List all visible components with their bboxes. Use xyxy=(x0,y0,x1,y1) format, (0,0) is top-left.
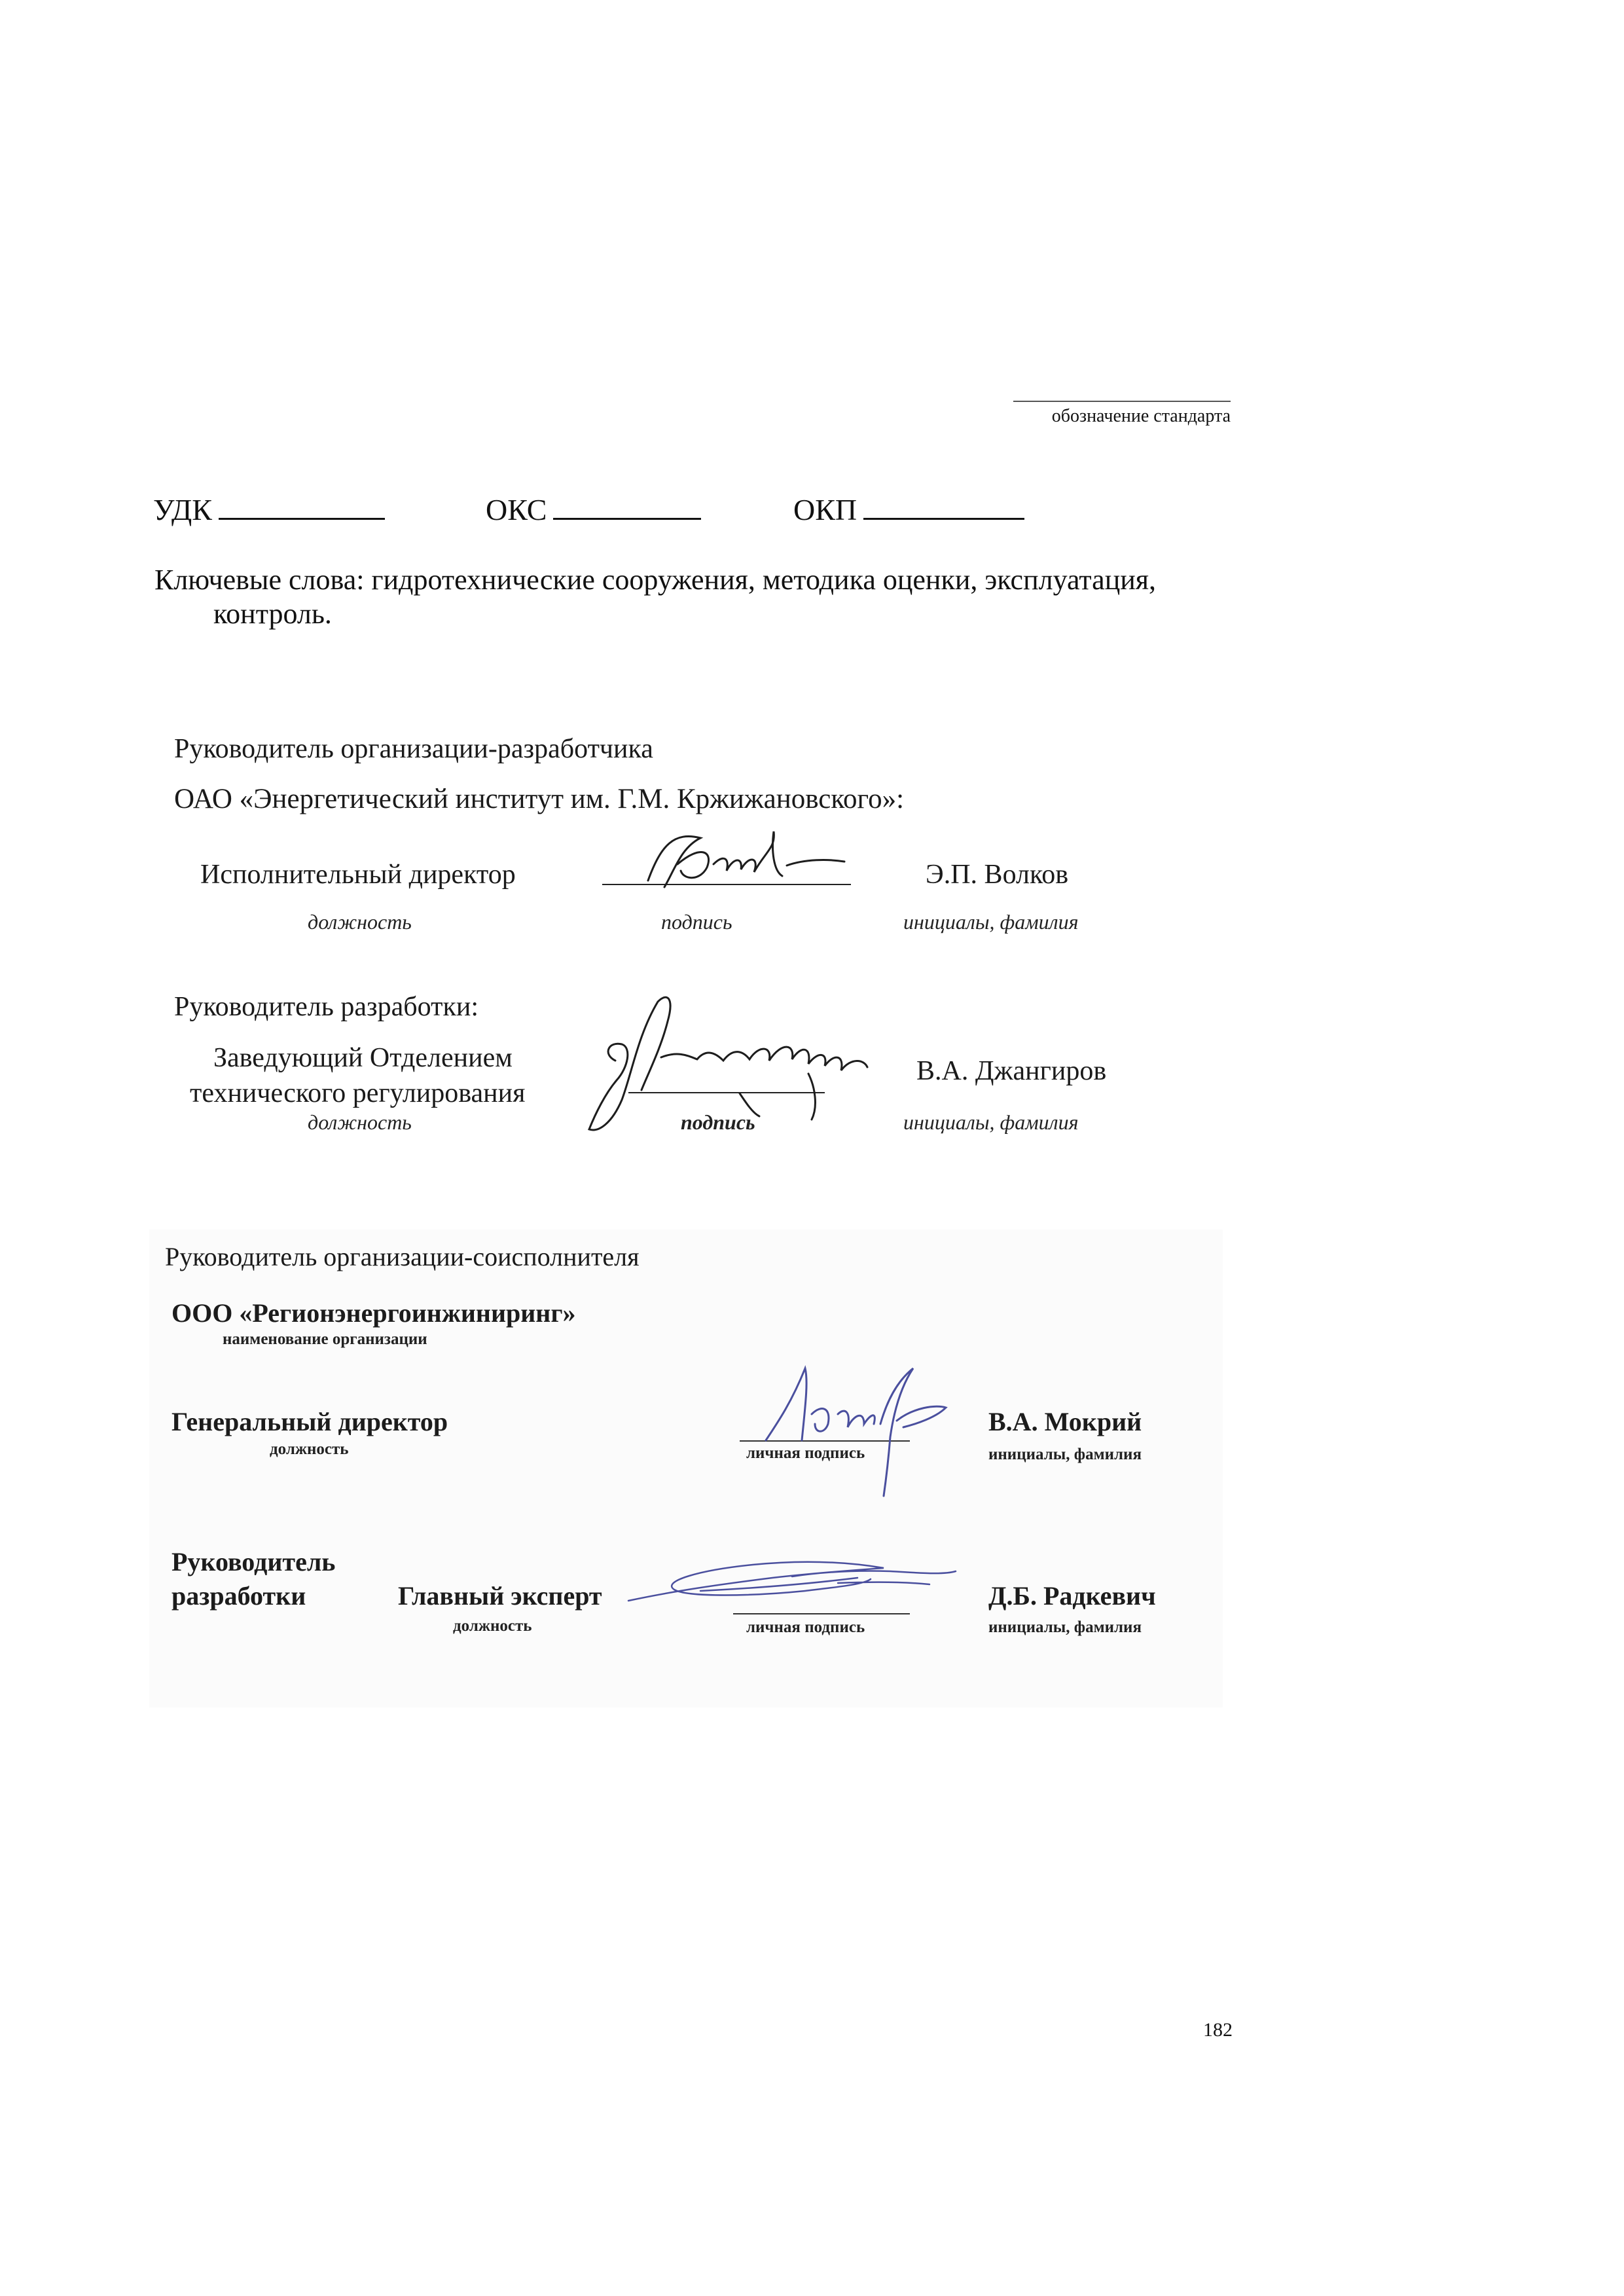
okp-blank xyxy=(863,493,1024,520)
developer-position-2-line2: технического регулирования xyxy=(190,1078,526,1108)
coexecutor-organization-caption: наименование организации xyxy=(223,1330,427,1348)
developer-name-1: Э.П. Волков xyxy=(926,860,1069,890)
developer-organization: ОАО «Энергетический институт им. Г.М. Кржижановского»: xyxy=(174,784,905,814)
developer-position-caption-2: должность xyxy=(308,1110,412,1134)
udk-label: УДК xyxy=(153,493,212,526)
developer-position-caption-1: должность xyxy=(308,910,412,934)
coexecutor-name-2: Д.Б. Радкевич xyxy=(988,1581,1156,1611)
developer-heading: Руководитель организации-разработчика xyxy=(174,734,653,764)
coexecutor-name-1: В.А. Мокрий xyxy=(988,1407,1142,1436)
developer-name-2: В.А. Джангиров xyxy=(916,1056,1107,1086)
coexecutor-heading: Руководитель организации-соисполнителя xyxy=(165,1242,640,1271)
page-number: 182 xyxy=(1203,2019,1233,2041)
keywords-line-1: Ключевые слова: гидротехнические сооружения, методика оценки, эксплуатация, xyxy=(154,564,1157,596)
signature-volkov xyxy=(602,818,851,903)
developer-signature-caption-2: подпись xyxy=(681,1110,755,1134)
coexecutor-position-caption-2: должность xyxy=(453,1617,532,1635)
standard-designation-line xyxy=(1013,401,1231,402)
coexecutor-role-line1: Руководитель xyxy=(171,1547,336,1576)
developer-position-1: Исполнительный директор xyxy=(200,860,516,890)
coexecutor-role-line2: разработки xyxy=(171,1581,306,1611)
okp-field xyxy=(793,492,1024,527)
developer-name-caption-2: инициалы, фамилия xyxy=(903,1110,1079,1134)
udk-blank xyxy=(219,493,385,520)
developer-position-2-line1: Заведующий Отделением xyxy=(213,1043,513,1073)
standard-designation-label: обозначение стандарта xyxy=(1051,406,1231,426)
coexecutor-signature-caption-1: личная подпись xyxy=(746,1444,865,1462)
developer-name-caption-1: инициалы, фамилия xyxy=(903,910,1079,934)
oks-field xyxy=(486,492,701,527)
coexecutor-organization: ООО «Регионэнергоинжиниринг» xyxy=(171,1298,576,1328)
coexecutor-signature-caption-2: личная подпись xyxy=(746,1618,865,1636)
coexecutor-position-1: Генеральный директор xyxy=(171,1407,448,1436)
okp-label: ОКП xyxy=(793,493,857,526)
oks-blank xyxy=(553,493,701,520)
keywords-line-2: контроль. xyxy=(213,598,332,630)
coexecutor-position-caption-1: должность xyxy=(270,1440,349,1458)
developer-lead-heading: Руководитель разработки: xyxy=(174,992,479,1022)
coexecutor-name-caption-2: инициалы, фамилия xyxy=(988,1618,1142,1636)
signature-radkevich xyxy=(622,1539,962,1617)
coexecutor-position-2: Главный эксперт xyxy=(398,1581,602,1611)
coexecutor-name-caption-1: инициалы, фамилия xyxy=(988,1446,1142,1463)
udk-field xyxy=(153,492,385,527)
signature-mokriy xyxy=(740,1342,956,1499)
developer-signature-caption-1: подпись xyxy=(661,910,732,934)
oks-label: ОКС xyxy=(486,493,547,526)
